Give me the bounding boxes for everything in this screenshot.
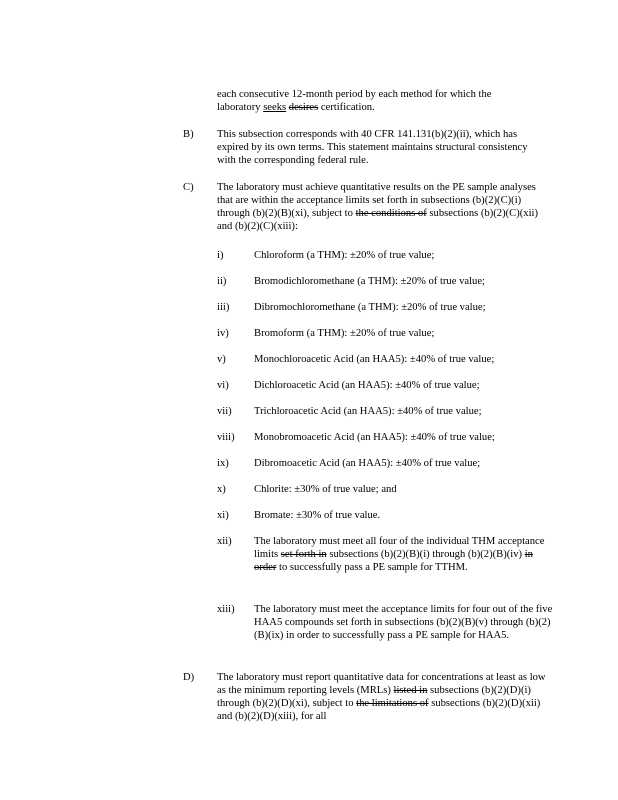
xii-text-a: The laboratory must meet all four of the individual THM acceptance limits [254,536,545,560]
list-item-label: xii) [217,536,232,547]
list-item-label: iii) [217,302,230,313]
list-item-text: Bromate: ±30% of true value. [254,510,381,521]
section-b-text: This subsection corresponds with 40 CFR 141.131(b)(2)(ii), which has expired by its own terms. This statement maintains structural consistency with the corresponding federal rule. [217,129,528,166]
xii-text-b: subsections (b)(2)(B)(i) through (b)(2)(B)(iv) [326,549,525,560]
section-d-text-b: subsections (b)(2)(D)(i) through (b)(2)(D)(xi), subject to [217,685,531,709]
list-item-text: Chlorite: ±30% of true value; and [254,484,397,495]
inserted-text: seeks [263,102,287,113]
list-item-label: vii) [217,406,232,417]
list-item-text: The laboratory must meet the acceptance limits for four out of the five HAA5 compounds set forth in subsections (b)(2)(B)(v) through (b)(2)(B)(ix) in order to successfully pass a PE sample for HAA5. [254,604,553,641]
list-item-label: ii) [217,276,227,287]
list-item-text: Trichloroacetic Acid (an HAA5): ±40% of true value; [254,406,482,417]
intro-text-a: laboratory [217,102,264,113]
deleted-text: in order [254,549,533,573]
intro-text-b: certification. [318,102,375,113]
intro-paragraph [217,88,547,114]
list-item-text: Monochloroacetic Acid (an HAA5): ±40% of true value; [254,354,495,365]
section-d-text [217,671,547,723]
list-item-label: xiii) [217,604,235,615]
list-item-text: Bromodichloromethane (a THM): ±20% of true value; [254,276,485,287]
list-item-text: Dibromochloromethane (a THM): ±20% of true value; [254,302,486,313]
list-item-text: Dibromoacetic Acid (an HAA5): ±40% of true value; [254,458,481,469]
list-item-text [254,535,554,574]
section-d-label: D) [183,672,195,683]
list-item-label: i) [217,250,224,261]
list-item-text: Monobromoacetic Acid (an HAA5): ±40% of true value; [254,432,495,443]
deleted-text: listed in [393,685,428,696]
list-item-label: iv) [217,328,229,339]
intro-line-2 [217,101,547,114]
section-c-label: C) [183,182,194,193]
deleted-text: set forth in [280,549,327,560]
intro-line-1: each consecutive 12-month period by each method for which the [217,89,492,100]
list-item-label: ix) [217,458,229,469]
list-item-label: xi) [217,510,229,521]
section-c-text-a: The laboratory must achieve quantitative results on the PE sample analyses that are within the acceptance limits set forth in subsections (b)(2)(C)(i) through (b)(2)(B)(xi), subject to [217,182,536,219]
section-d-text-a: The laboratory must report quantitative data for concentrations at least as low as the minimum reporting levels (MRLs) [217,672,546,696]
list-item-text: Chloroform (a THM): ±20% of true value; [254,250,435,261]
xii-text-c: to successfully pass a PE sample for TTHM. [276,562,468,573]
section-c-text-b: subsections (b)(2)(C)(xii) and (b)(2)(C)(xiii): [217,208,538,232]
section-c-text [217,181,547,233]
list-item-label: viii) [217,432,235,443]
list-item-text: Bromoform (a THM): ±20% of true value; [254,328,435,339]
list-item-label: v) [217,354,226,365]
deleted-text: the limitations of [356,698,429,709]
deleted-text: desires [288,102,319,113]
list-item-text: Dichloroacetic Acid (an HAA5): ±40% of true value; [254,380,480,391]
list-item-label: vi) [217,380,229,391]
list-item-label: x) [217,484,226,495]
section-b-label: B) [183,129,194,140]
deleted-text: the conditions of [355,208,427,219]
section-d-text-c: subsections (b)(2)(D)(xii) and (b)(2)(D)(xiii), for all [217,698,541,722]
